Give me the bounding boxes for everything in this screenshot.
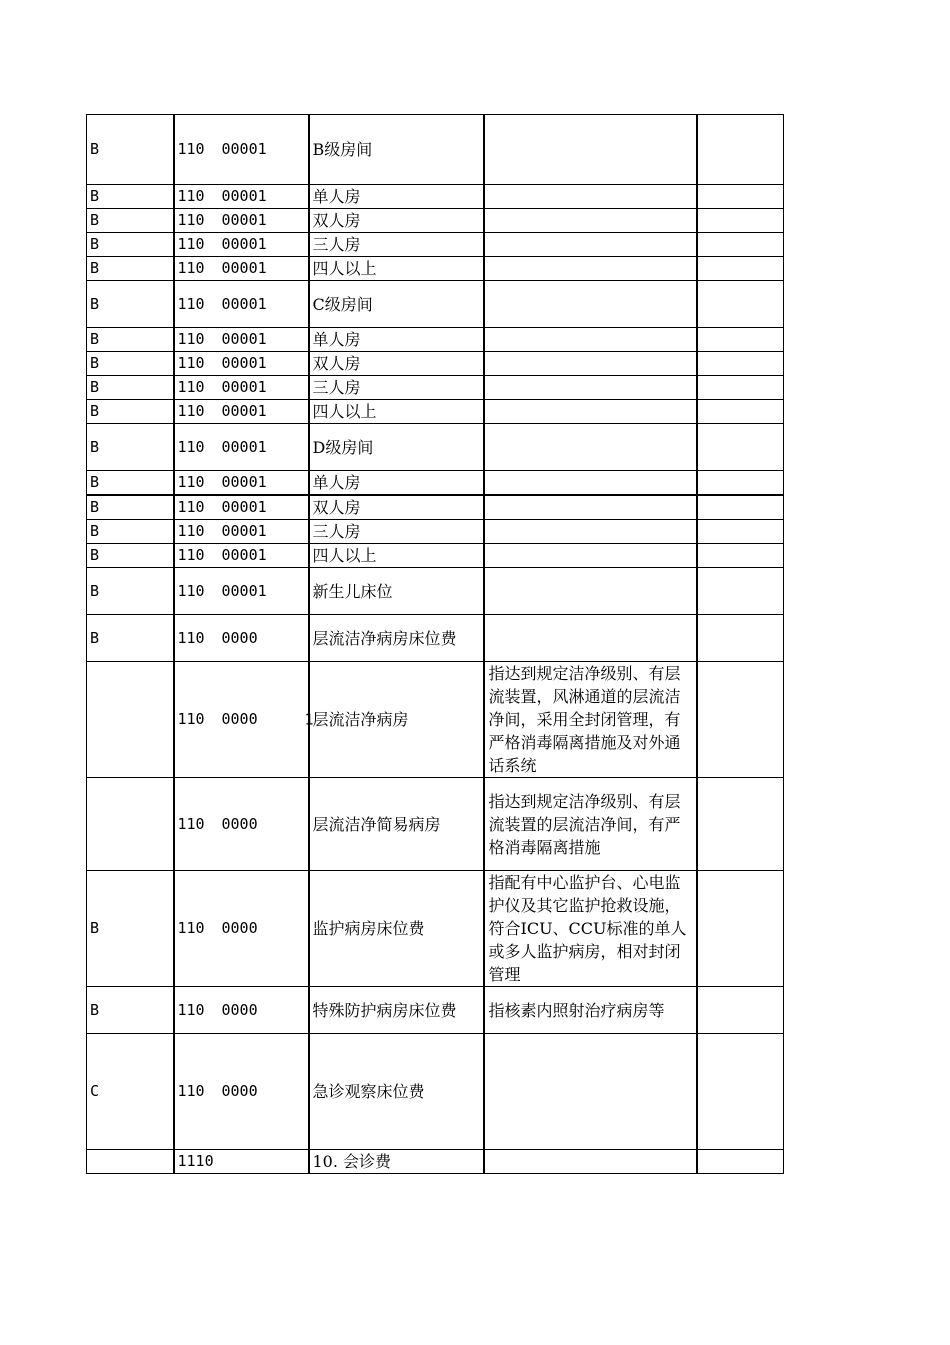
description-cell (484, 115, 697, 185)
category-cell: B (87, 871, 174, 987)
category-cell: B (87, 544, 174, 568)
extra-cell (697, 987, 784, 1034)
category-cell: B (87, 495, 174, 520)
code-suffix: 00001 (221, 522, 267, 540)
item-name-cell: 单人房 (309, 328, 484, 352)
category-cell: B (87, 376, 174, 400)
category-cell: B (87, 233, 174, 257)
table-row (87, 376, 784, 400)
item-name-cell: 双人房 (309, 495, 484, 520)
category-cell: B (87, 615, 174, 662)
extra-cell (697, 115, 784, 185)
extra-cell (697, 376, 784, 400)
code-suffix: 00001 (221, 581, 267, 600)
description-cell (484, 209, 697, 233)
table-row (87, 281, 784, 328)
table-row (87, 424, 784, 471)
code-cell (174, 257, 309, 281)
category-cell (87, 1150, 174, 1174)
code-suffix: 0000 (221, 1082, 258, 1100)
extra-cell (697, 1034, 784, 1150)
code-prefix: 110 (177, 294, 205, 313)
table-row (87, 209, 784, 233)
code-cell (174, 281, 309, 328)
category-cell: B (87, 987, 174, 1034)
item-name-cell: 单人房 (309, 471, 484, 496)
code-suffix: 00001 (221, 473, 267, 491)
category-cell: B (87, 352, 174, 376)
table-row (87, 400, 784, 424)
description-cell: 指配有中心监护台、心电监护仪及其它监护抢救设施，符合ICU、CCU标准的单人或多人监护病房，相对封闭管理 (484, 871, 697, 987)
code-cell (174, 871, 309, 987)
code-prefix: 110 (177, 1000, 205, 1019)
code-prefix: 110 (177, 628, 205, 647)
extra-cell (697, 778, 784, 871)
code-cell (174, 495, 309, 520)
code-prefix: 110 (177, 402, 205, 420)
item-name-cell: 监护病房床位费 (309, 871, 484, 987)
table-body (87, 115, 784, 1174)
extra-cell (697, 424, 784, 471)
code-suffix: 00001 (221, 354, 267, 372)
extra-cell (697, 568, 784, 615)
item-name-cell: 四人以上 (309, 544, 484, 568)
code-prefix: 1110 (177, 1152, 214, 1170)
table-row (87, 871, 784, 987)
item-name-cell: 双人房 (309, 352, 484, 376)
description-cell (484, 520, 697, 544)
table-row (87, 544, 784, 568)
extra-cell (697, 400, 784, 424)
code-suffix: 0000 (221, 1000, 258, 1019)
code-prefix: 110 (177, 919, 205, 937)
extra-cell (697, 328, 784, 352)
extra-cell (697, 471, 784, 496)
description-cell (484, 1034, 697, 1150)
item-name-cell: 双人房 (309, 209, 484, 233)
code-cell (174, 400, 309, 424)
code-cell (174, 1034, 309, 1150)
code-suffix: 0000 (221, 710, 258, 728)
category-cell: B (87, 328, 174, 352)
code-prefix: 110 (177, 235, 205, 253)
item-name-cell: 单人房 (309, 185, 484, 209)
item-name-cell: 三人房 (309, 233, 484, 257)
description-cell (484, 400, 697, 424)
extra-cell (697, 871, 784, 987)
code-suffix: 00001 (221, 259, 267, 277)
table-row (87, 328, 784, 352)
table-row (87, 1150, 784, 1174)
code-cell (174, 115, 309, 185)
code-suffix: 0000 (221, 814, 258, 833)
code-prefix: 110 (177, 140, 205, 158)
description-cell: 指核素内照射治疗病房等 (484, 987, 697, 1034)
table-row (87, 185, 784, 209)
code-prefix: 110 (177, 522, 205, 540)
table-row (87, 662, 784, 778)
code-suffix: 00001 (221, 546, 267, 564)
extra-cell (697, 233, 784, 257)
category-cell: B (87, 185, 174, 209)
code-cell (174, 471, 309, 496)
description-cell (484, 185, 697, 209)
code-cell (174, 376, 309, 400)
extra-cell (697, 281, 784, 328)
extra-cell (697, 544, 784, 568)
description-cell (484, 495, 697, 520)
code-prefix: 110 (177, 1082, 205, 1100)
code-prefix: 110 (177, 354, 205, 372)
description-cell (484, 424, 697, 471)
code-suffix: 0000 (221, 628, 258, 647)
table-row (87, 352, 784, 376)
code-cell (174, 987, 309, 1034)
table-row (87, 615, 784, 662)
code-prefix: 110 (177, 259, 205, 277)
category-cell: B (87, 471, 174, 496)
item-name-cell: 三人房 (309, 520, 484, 544)
item-name-cell: 四人以上 (309, 257, 484, 281)
item-name-cell: 三人房 (309, 376, 484, 400)
code-cell (174, 209, 309, 233)
table-row (87, 987, 784, 1034)
code-cell (174, 615, 309, 662)
code-cell (174, 233, 309, 257)
table-row (87, 257, 784, 281)
code-prefix: 110 (177, 814, 205, 833)
category-cell: B (87, 568, 174, 615)
table-row (87, 778, 784, 871)
code-cell (174, 328, 309, 352)
code-suffix: 0000 (221, 919, 258, 937)
code-suffix: 00001 (221, 437, 267, 456)
item-name-cell: 层流洁净病房床位费 (309, 615, 484, 662)
category-cell: B (87, 257, 174, 281)
description-cell (484, 233, 697, 257)
extra-cell (697, 185, 784, 209)
table-row (87, 1034, 784, 1150)
code-cell (174, 662, 314, 778)
item-name-cell: 10. 会诊费 (309, 1150, 484, 1174)
extra-cell (697, 615, 784, 662)
item-name-cell: 层流洁净简易病房 (309, 778, 484, 871)
extra-cell (697, 662, 784, 778)
code-cell (174, 568, 309, 615)
category-cell: B (87, 115, 174, 185)
extra-cell (697, 1150, 784, 1174)
code-suffix: 00001 (221, 330, 267, 348)
code-suffix: 00001 (221, 378, 267, 396)
category-cell: C (87, 1034, 174, 1150)
category-cell: B (87, 520, 174, 544)
item-name-cell: 新生儿床位 (309, 568, 484, 615)
code-cell (174, 778, 309, 871)
fee-table (86, 114, 784, 1174)
table-row (87, 233, 784, 257)
code-suffix: 00001 (221, 140, 267, 158)
item-name-cell: B级房间 (309, 115, 484, 185)
code-prefix: 110 (177, 498, 205, 516)
description-cell (484, 352, 697, 376)
code-prefix: 110 (177, 187, 205, 205)
item-name-cell: 层流洁净病房 (309, 662, 484, 778)
table-row (87, 568, 784, 615)
item-name-cell: C级房间 (309, 281, 484, 328)
description-cell (484, 257, 697, 281)
description-cell (484, 328, 697, 352)
code-prefix: 110 (177, 330, 205, 348)
extra-cell (697, 520, 784, 544)
category-cell: B (87, 400, 174, 424)
code-prefix: 110 (177, 581, 205, 600)
code-prefix: 110 (177, 211, 205, 229)
table-row (87, 115, 784, 185)
code-cell (174, 185, 309, 209)
description-cell (484, 471, 697, 496)
description-cell (484, 376, 697, 400)
code-prefix: 110 (177, 546, 205, 564)
code-suffix: 00001 (221, 498, 267, 516)
overflow-mark: 1 (304, 710, 314, 728)
code-prefix: 110 (177, 710, 205, 728)
item-name-cell: 特殊防护病房床位费 (309, 987, 484, 1034)
extra-cell (697, 352, 784, 376)
code-cell (174, 424, 309, 471)
code-suffix: 00001 (221, 235, 267, 253)
description-cell (484, 568, 697, 615)
code-prefix: 110 (177, 473, 205, 491)
description-cell (484, 281, 697, 328)
item-name-cell: 急诊观察床位费 (309, 1034, 484, 1150)
extra-cell (697, 209, 784, 233)
extra-cell (697, 495, 784, 520)
code-cell (174, 1150, 309, 1174)
code-suffix: 00001 (221, 294, 267, 313)
category-cell (87, 662, 174, 778)
code-suffix: 00001 (221, 211, 267, 229)
code-prefix: 110 (177, 437, 205, 456)
item-name-cell: 四人以上 (309, 400, 484, 424)
code-cell (174, 520, 309, 544)
category-cell: B (87, 209, 174, 233)
code-cell (174, 352, 309, 376)
table-row (87, 495, 784, 520)
category-cell: B (87, 281, 174, 328)
description-cell (484, 544, 697, 568)
code-cell (174, 544, 309, 568)
code-prefix: 110 (177, 378, 205, 396)
code-suffix: 00001 (221, 402, 267, 420)
item-name-cell: D级房间 (309, 424, 484, 471)
description-cell: 指达到规定洁净级别、有层流装置，风淋通道的层流洁净间，采用全封闭管理，有严格消毒隔离措施及对外通话系统 (484, 662, 697, 778)
extra-cell (697, 257, 784, 281)
description-cell (484, 615, 697, 662)
description-cell: 指达到规定洁净级别、有层流装置的层流洁净间，有严格消毒隔离措施 (484, 778, 697, 871)
code-suffix: 00001 (221, 187, 267, 205)
table-row (87, 520, 784, 544)
category-cell (87, 778, 174, 871)
category-cell: B (87, 424, 174, 471)
description-cell (484, 1150, 697, 1174)
table-row (87, 471, 784, 496)
